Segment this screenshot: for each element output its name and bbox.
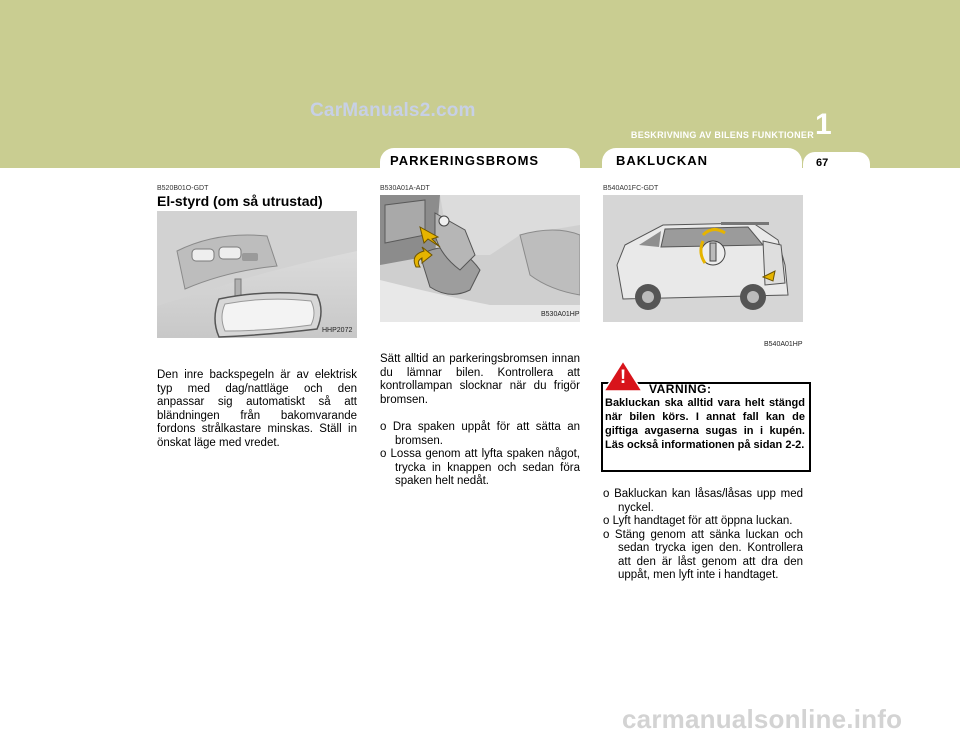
section-code: B540A01FC-GDT [603, 185, 659, 192]
warning-symbol: ! [619, 367, 627, 388]
chapter-number: 1 [815, 108, 832, 141]
warning-title: VARNING: [649, 382, 712, 396]
parking-brake-intro: Sätt alltid an parkeringsbromsen innan du lämnar bilen. Kontrollera att kontrollampan slocknar när du frigör bromsen. [380, 353, 580, 406]
list-item: o Dra spaken uppåt för att sätta an bromsen. [380, 421, 580, 447]
page-number: 67 [816, 157, 829, 169]
parking-brake-illustration [380, 195, 580, 322]
section-heading: El-styrd (om så utrustad) [157, 193, 323, 209]
site-watermark[interactable]: CarManuals2.com [310, 100, 476, 121]
list-item: o Bakluckan kan låsas/låsas upp med nyckel. [603, 488, 803, 514]
header-band [0, 0, 960, 168]
page-number-tab [803, 152, 870, 172]
list-item: o Lyft handtaget för att öppna luckan. [603, 515, 793, 527]
mirror-description: Den inre backspegeln är av elektrisk typ med dag/nattläge och den anpassar sig automatiskt så att bländningen från bakomvarande fordons strålkastare minskas. Ställ in önskat läge med vredet. [157, 369, 357, 449]
mirror-illustration [157, 211, 357, 338]
tailgate-steps [603, 488, 803, 583]
section-title-trunk: BAKLUCKAN [616, 153, 709, 168]
list-item: o Stäng genom att sänka luckan och sedan trycka igen den. Kontrollera att den är låst genom att dra den uppåt, men lyft inte i handtaget. [603, 528, 803, 581]
section-title-parking: PARKERINGSBROMS [390, 153, 540, 168]
section-code: B520B01O-GDT [157, 185, 209, 192]
image-code: B530A01HP [541, 311, 580, 318]
tailgate-illustration [603, 195, 803, 322]
image-code: HHP2072 [322, 327, 353, 334]
warning-text: Bakluckan ska alltid vara helt stängd när bilen körs. I annat fall kan de giftiga avgaserna sugas in i kupén. Läs också informationen på sidan 2-2. [605, 397, 805, 451]
chapter-label: BESKRIVNING AV BILENS FUNKTIONER [630, 130, 814, 140]
section-code: B530A01A-ADT [380, 185, 430, 192]
image-code: B540A01HP [764, 341, 803, 348]
footer-watermark[interactable]: carmanualsonline.info [622, 704, 903, 734]
parking-brake-steps [380, 421, 580, 489]
list-item: o Lossa genom att lyfta spaken något, trycka in knappen och sedan föra spaken helt nedåt. [380, 448, 580, 487]
